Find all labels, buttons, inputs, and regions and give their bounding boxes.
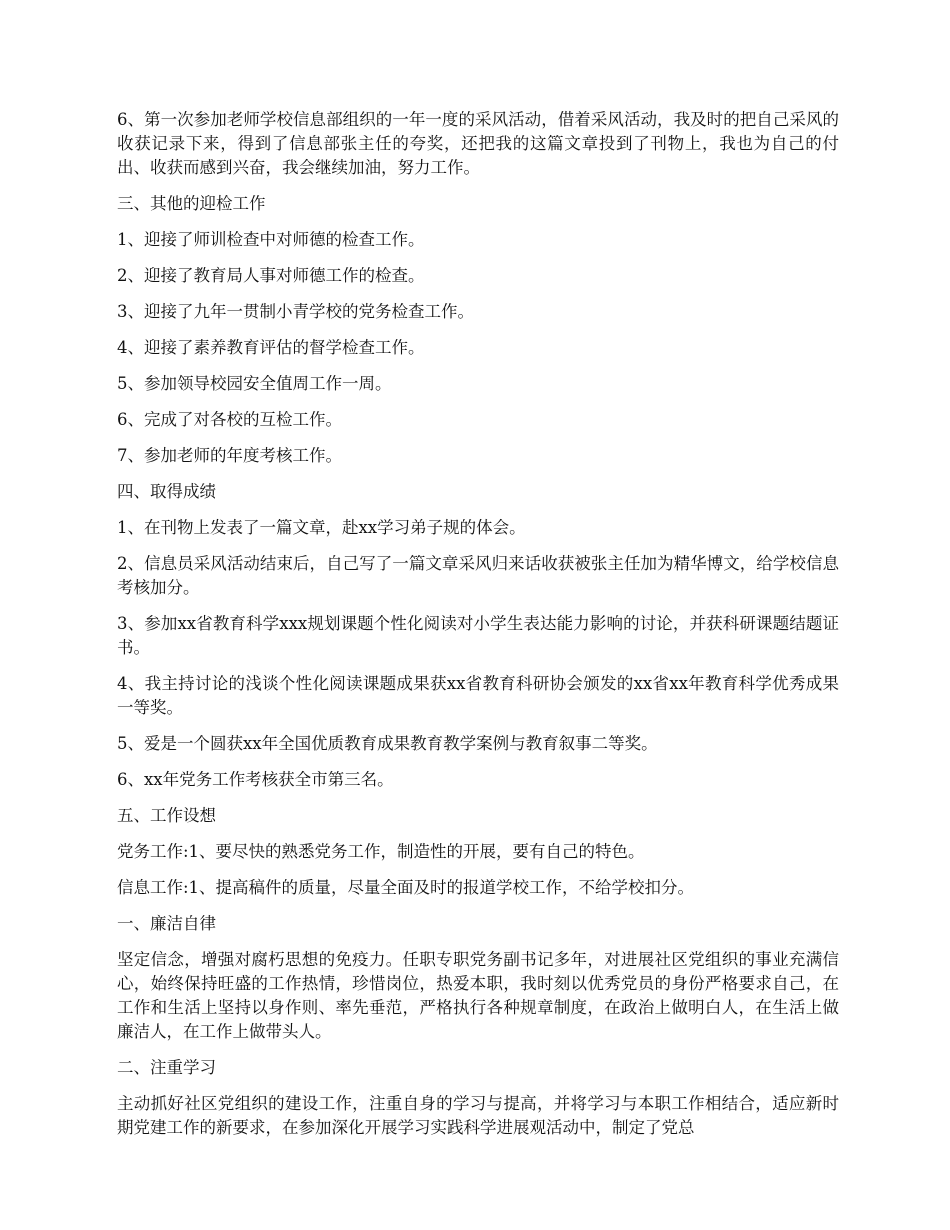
body-paragraph: 主动抓好社区党组织的建设工作，注重自身的学习与提高，并将学习与本职工作相结合，适应新时期党建工作的新要求，在参加深化开展学习实践科学进展观活动中，制定了党总 [117, 1094, 839, 1137]
list-item: 6、xx年党务工作考核获全市第三名。 [117, 770, 394, 789]
list-item: 1、在刊物上发表了一篇文章，赴xx学习弟子规的体会。 [117, 518, 526, 537]
document-page [117, 108, 839, 1152]
list-item: 4、我主持讨论的浅谈个性化阅读课题成果获xx省教育科研协会颁发的xx省xx年教育科学优秀成果一等奖。 [117, 674, 839, 717]
list-item: 3、参加xx省教育科学xxx规划课题个性化阅读对小学生表达能力影响的讨论，并获科研课题结题证书。 [117, 614, 839, 657]
list-item: 3、迎接了九年一贯制小青学校的党务检查工作。 [117, 302, 474, 321]
paragraph-item-6-caifeng: 6、第一次参加老师学校信息部组织的一年一度的采风活动，借着采风活动，我及时的把自己采风的收获记录下来，得到了信息部张主任的夸奖，还把我的这篇文章投到了刊物上，我也为自己的付出、收获而感到兴奋，我会继续加油，努力工作。 [117, 110, 839, 177]
list-item: 党务工作:1、要尽快的熟悉党务工作，制造性的开展，要有自己的特色。 [117, 842, 645, 861]
list-item: 2、迎接了教育局人事对师德工作的检查。 [117, 266, 425, 285]
section-heading-study: 二、注重学习 [117, 1058, 216, 1077]
section-heading-other-inspections: 三、其他的迎检工作 [117, 194, 266, 213]
body-paragraph: 坚定信念，增强对腐朽思想的免疫力。任职专职党务副书记多年，对进展社区党组织的事业充满信心，始终保持旺盛的工作热情，珍惜岗位，热爱本职，我时刻以优秀党员的身份严格要求自己，在工作和生活上坚持以身作则、率先垂范，严格执行各种规章制度，在政治上做明白人，在生活上做廉洁人，在工作上做带头人。 [117, 950, 839, 1041]
section-heading-integrity: 一、廉洁自律 [117, 914, 216, 933]
list-item: 6、完成了对各校的互检工作。 [117, 410, 342, 429]
list-item: 7、参加老师的年度考核工作。 [117, 446, 342, 465]
list-item: 5、爱是一个圆获xx年全国优质教育成果教育教学案例与教育叙事二等奖。 [117, 734, 658, 753]
list-item: 4、迎接了素养教育评估的督学检查工作。 [117, 338, 425, 357]
section-heading-work-plans: 五、工作设想 [117, 806, 216, 825]
list-item: 2、信息员采风活动结束后，自己写了一篇文章采风归来话收获被张主任加为精华博文，给学校信息考核加分。 [117, 554, 839, 597]
list-item: 5、参加领导校园安全值周工作一周。 [117, 374, 392, 393]
list-item: 信息工作:1、提高稿件的质量，尽量全面及时的报道学校工作，不给学校扣分。 [117, 878, 695, 897]
section-heading-achievements: 四、取得成绩 [117, 482, 216, 501]
list-item: 1、迎接了师训检查中对师德的检查工作。 [117, 230, 425, 249]
